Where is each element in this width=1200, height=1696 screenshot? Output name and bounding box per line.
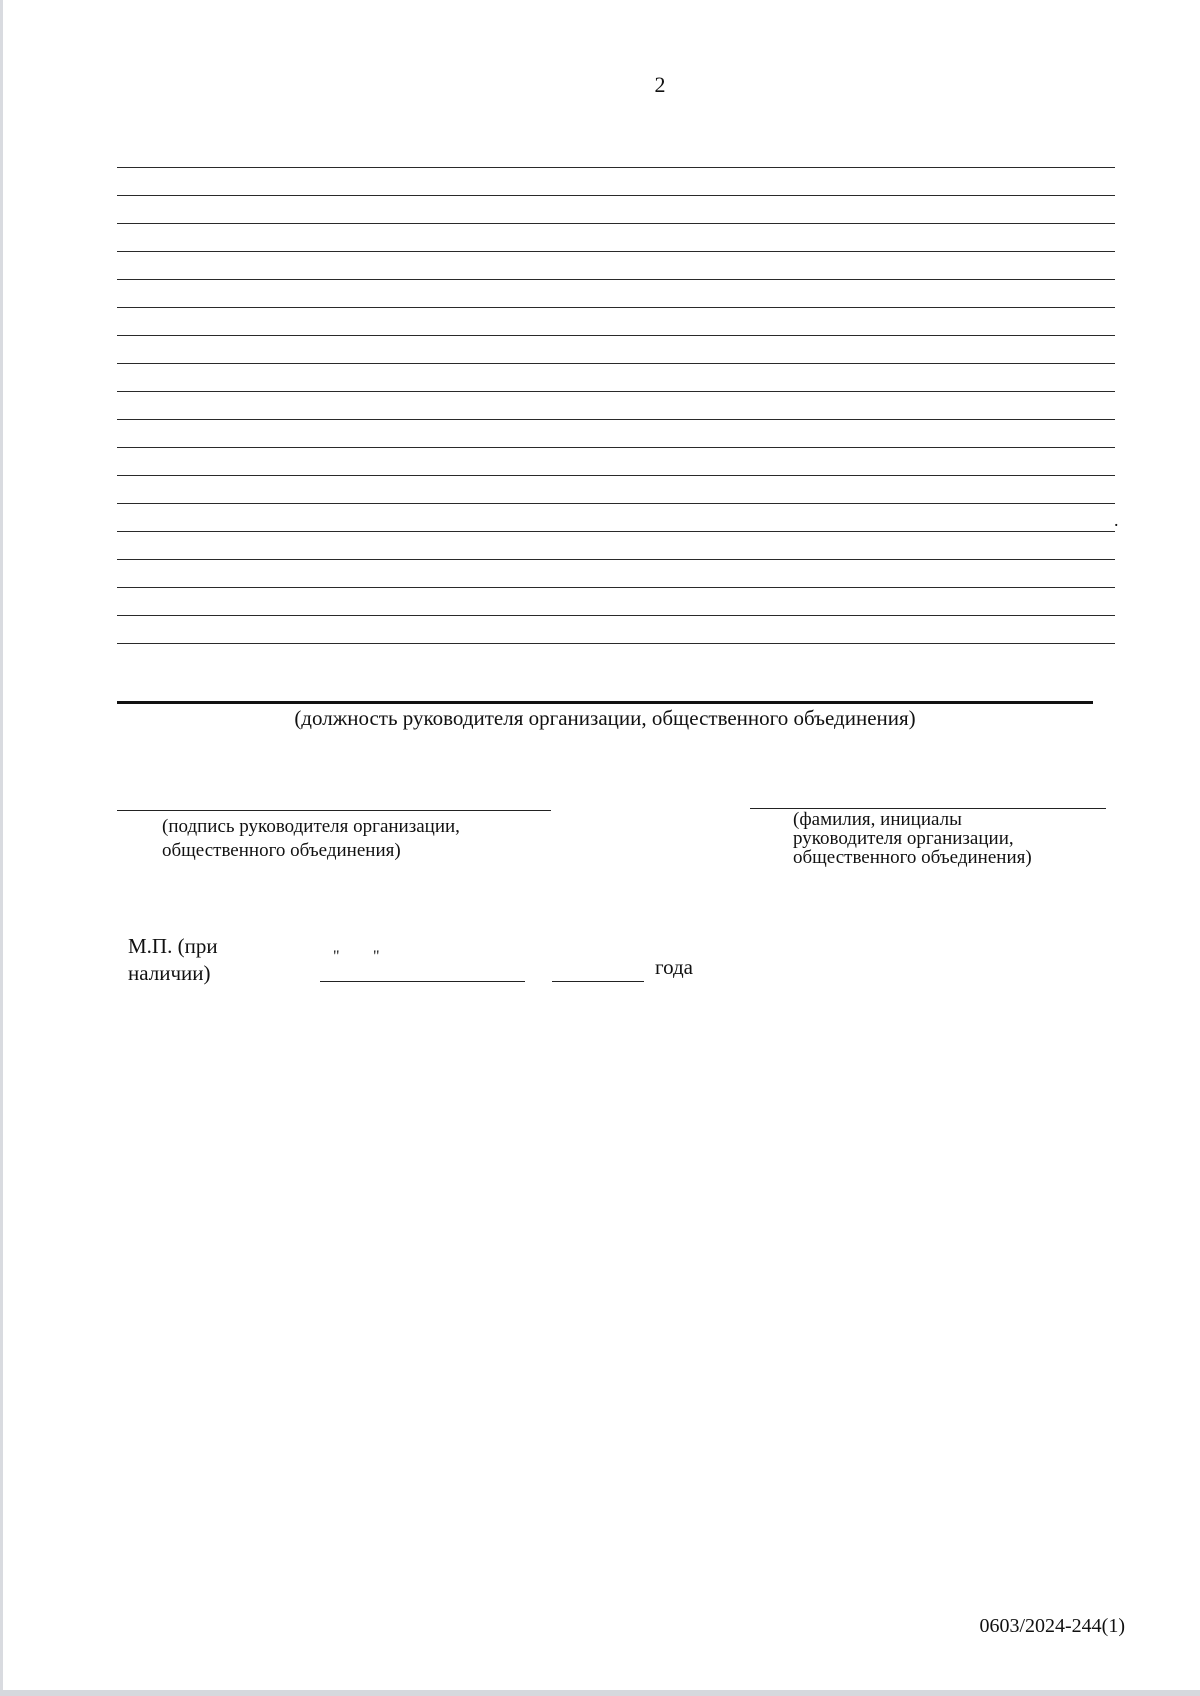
ruled-line[interactable] <box>117 503 1115 504</box>
ruled-line[interactable] <box>117 195 1115 196</box>
stamp-label-line: наличии) <box>128 961 211 985</box>
signature-caption <box>162 815 562 863</box>
ruled-line[interactable] <box>117 475 1115 476</box>
ruled-line[interactable] <box>117 167 1115 168</box>
date-day-month-line[interactable] <box>320 981 525 982</box>
ruled-line[interactable] <box>117 307 1115 308</box>
ruled-line[interactable] <box>117 419 1115 420</box>
ruled-line[interactable] <box>117 251 1115 252</box>
ruled-line[interactable] <box>117 391 1115 392</box>
ruled-lines-block[interactable] <box>117 167 1115 647</box>
scan-edge-bottom <box>0 1690 1200 1696</box>
stamp-label <box>128 933 288 987</box>
name-caption-line: (фамилия, инициалы <box>793 809 962 830</box>
ruled-line[interactable] <box>117 335 1115 336</box>
signature-field-line[interactable] <box>117 810 551 811</box>
trailing-period: . <box>1114 510 1119 530</box>
year-word: года <box>655 955 693 979</box>
position-caption: (должность руководителя организации, общественного объединения) <box>294 706 916 730</box>
name-caption-line: общественного объединения) <box>793 847 1032 868</box>
date-year-line[interactable] <box>552 981 644 982</box>
page-number: 2 <box>654 72 666 97</box>
name-caption-line: руководителя организации, <box>793 828 1014 849</box>
name-caption <box>793 810 1113 867</box>
ruled-line[interactable] <box>117 363 1115 364</box>
date-open-quote: " <box>333 948 340 965</box>
date-close-quote: " <box>373 948 380 965</box>
document-code: 0603/2024-244(1) <box>979 1615 1125 1637</box>
ruled-line[interactable] <box>117 279 1115 280</box>
ruled-line[interactable] <box>117 559 1115 560</box>
ruled-line[interactable] <box>117 615 1115 616</box>
ruled-line[interactable] <box>117 447 1115 448</box>
scan-edge-left <box>0 0 3 1696</box>
ruled-line[interactable] <box>117 587 1115 588</box>
stamp-label-line: М.П. (при <box>128 934 218 958</box>
signature-caption-line: общественного объединения) <box>162 840 401 861</box>
ruled-line[interactable] <box>117 223 1115 224</box>
ruled-line[interactable] <box>117 643 1115 644</box>
position-field-line[interactable] <box>117 701 1093 704</box>
signature-caption-line: (подпись руководителя организации, <box>162 816 460 837</box>
ruled-line[interactable] <box>117 531 1115 532</box>
